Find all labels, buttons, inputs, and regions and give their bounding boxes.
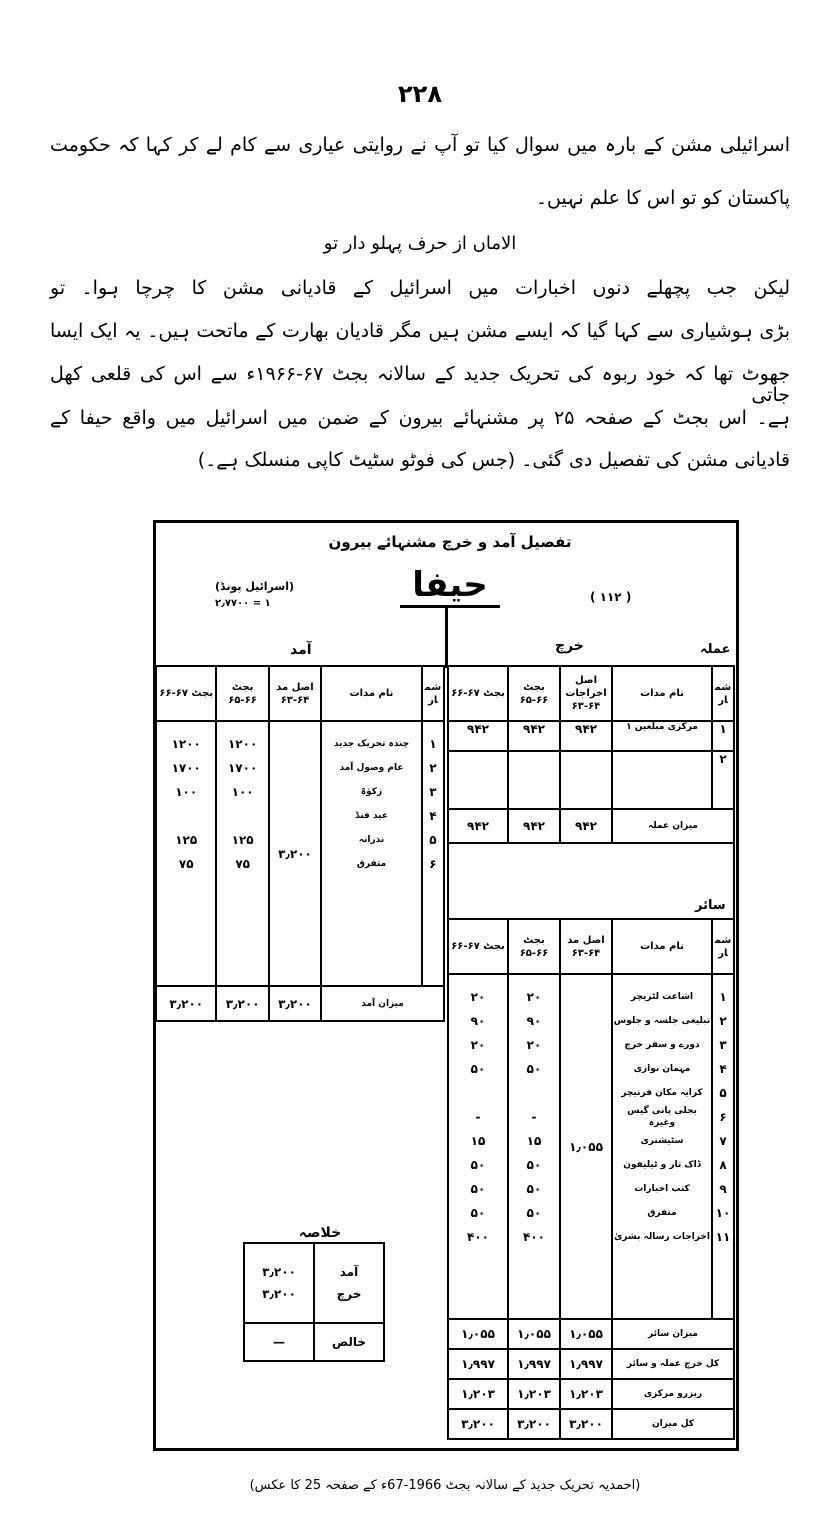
row-number: ۹ <box>719 1182 727 1196</box>
misc-label: سائر <box>695 898 726 913</box>
row-number: ۸ <box>719 1158 727 1172</box>
item-name: مہمان نوازی <box>633 1064 691 1074</box>
summary-net-label: خالص <box>314 1323 384 1361</box>
budget-66-value: ۱۲۵ <box>175 833 198 847</box>
budget-65-value <box>509 1081 559 1105</box>
total-actual: ۱٫۲۰۳ <box>560 1379 612 1409</box>
summary-expense-label: خرچ <box>336 1287 362 1301</box>
budget-66-value: ۹۴۲ <box>448 721 508 751</box>
row-number: ۱ <box>719 990 727 1004</box>
row-number: ۱ <box>429 737 437 751</box>
misc-actual: ۱٫۰۵۵ <box>560 974 612 1319</box>
item-name: بجلی پانی گیس وغیرہ <box>627 1106 697 1128</box>
col-header-budget-66: بجٹ ۶۷-۶۶ <box>448 919 508 974</box>
summary-income: ۳٫۲۰۰ <box>262 1265 296 1279</box>
row-number: ۱۰ <box>715 1206 731 1220</box>
item-name: مرکزی مبلغین ۱ <box>612 721 712 751</box>
budget-66-value: - <box>475 1110 481 1124</box>
expense-label: خرچ <box>555 638 584 654</box>
budget-66-value: ۱۲۰۰ <box>171 737 201 751</box>
budget-66-value: ۱۵ <box>470 1134 486 1148</box>
total-budget-66: ۱٫۹۹۷ <box>448 1349 508 1379</box>
total-budget-66: ۱٫۲۰۳ <box>448 1379 508 1409</box>
staff-label: عملہ <box>700 642 731 657</box>
col-header-name: نام مدات <box>321 666 422 721</box>
paragraph-line: بڑی ہوشیاری سے کہا گیا کہ ایسے مشن ہیں مگر قادیان بھارت کے ماتحت ہیں۔ یہ ایک ایسا <box>50 320 790 342</box>
col-header-sn: شمار <box>422 666 444 721</box>
item-name <box>612 751 712 809</box>
col-header-name: نام مدات <box>612 919 712 974</box>
budget-66-value: ۴۰۰ <box>467 1230 489 1244</box>
budget-65-value: ۴۰۰ <box>523 1230 545 1244</box>
budget-66-value: ۵۰ <box>470 1206 486 1220</box>
income-label: آمد <box>290 642 312 658</box>
paragraph-line: لیکن جب پچھلے دنوں اخبارات میں اسرائیل کے قادیانی مشن کا چرچا ہوا۔ تو <box>50 277 790 299</box>
budget-65-value <box>508 751 560 809</box>
budget-66-value: ۲۰ <box>470 990 486 1004</box>
col-header-budget-66: بجٹ ۶۷-۶۶ <box>156 666 216 721</box>
total-label: میزان آمد <box>321 986 444 1021</box>
mission-name: حیفا <box>400 565 500 608</box>
budget-65-value: ۵۰ <box>526 1158 542 1172</box>
budget-65-value: ۱۲۵ <box>231 833 254 847</box>
summary-net: — <box>244 1323 314 1361</box>
total-budget-65: ۱٫۹۹۷ <box>508 1349 560 1379</box>
paragraph-line: جھوٹ تھا کہ خود ربوہ کی تحریک جدید کے سالانہ بجٹ ۶۷-۱۹۶۶ء سے اس کی قلعی کھل جاتی <box>50 363 790 406</box>
total-actual: ۳٫۲۰۰ <box>269 986 321 1021</box>
budget-66-value: ۵۰ <box>470 1062 486 1076</box>
total-budget-66: ۳٫۲۰۰ <box>448 1409 508 1439</box>
paragraph-line: قادیانی مشن کی تفصیل دی گئی۔ (جس کی فوٹو سٹیٹ کاپی منسلک ہے۔) <box>197 449 790 471</box>
table-row <box>448 751 734 809</box>
budget-65-value: ۵۰ <box>526 1062 542 1076</box>
budget-66-value: ۵۰ <box>470 1182 486 1196</box>
budget-66-value <box>157 804 215 828</box>
budget-65-value: ۷۵ <box>235 857 250 871</box>
expense-table <box>447 665 735 1440</box>
total-label: ریزرو مرکزی <box>612 1379 734 1409</box>
total-budget-66: ۳٫۲۰۰ <box>156 986 216 1021</box>
actual-value: ۹۴۲ <box>560 721 612 751</box>
item-name: دورے و سفر خرچ <box>624 1040 700 1050</box>
budget-66-value: ۲۰ <box>470 1038 486 1052</box>
budget-65-value: ۵۰ <box>526 1182 542 1196</box>
budget-65-value <box>217 804 267 828</box>
total-budget-66: ۱٫۰۵۵ <box>448 1319 508 1349</box>
exchange-rate: ۱ = ۲٫۷۷۰۰ <box>215 598 271 609</box>
total-budget-65: ۱٫۲۰۳ <box>508 1379 560 1409</box>
row-number: ۶ <box>719 1110 727 1124</box>
col-header-budget-65: بجٹ ۶۶-۶۵ <box>508 666 560 721</box>
row-number: ۴ <box>429 809 437 823</box>
item-name: متفرق <box>647 1208 677 1218</box>
budget-66-value: ۱۷۰۰ <box>171 761 201 775</box>
col-header-budget-66: بجٹ ۶۷-۶۶ <box>448 666 508 721</box>
currency-label: (اسرائیل پونڈ) <box>215 580 295 593</box>
budget-65-value: ۱۰۰ <box>231 785 254 799</box>
col-header-budget-65: بجٹ ۶۶-۶۵ <box>216 666 268 721</box>
item-name: زکوٰۃ <box>360 787 383 797</box>
summary-income-label: آمد <box>339 1265 359 1279</box>
budget-66-value: ۹۰ <box>470 1014 486 1028</box>
center-divider <box>445 608 448 668</box>
total-actual: ۹۴۲ <box>560 809 612 843</box>
budget-65-value: - <box>531 1110 537 1124</box>
income-table <box>155 665 445 1022</box>
row-number: ۴ <box>719 1062 727 1076</box>
budget-65-value: ۲۰ <box>526 1038 542 1052</box>
total-budget-65: ۳٫۲۰۰ <box>508 1409 560 1439</box>
item-name: نذرانہ <box>358 835 385 845</box>
budget-65-value: ۵۰ <box>526 1206 542 1220</box>
paragraph-line: ہے۔ اس بجٹ کے صفحہ ۲۵ پر مشنہائے بیرون کے ضمن میں اسرائیل میں واقع حیفا کے <box>50 407 790 429</box>
row-number: ۱۱ <box>715 1230 731 1244</box>
item-name: متفرق <box>356 859 387 869</box>
budget-65-value: ۱۲۰۰ <box>227 737 258 751</box>
total-budget-66: ۹۴۲ <box>448 809 508 843</box>
row-number: ۲ <box>712 751 734 809</box>
item-name: عام وصول آمد <box>339 763 404 773</box>
budget-66-value: ۱۰۰ <box>175 785 198 799</box>
budget-66-value: ۵۰ <box>470 1158 486 1172</box>
total-budget-65: ۳٫۲۰۰ <box>216 986 268 1021</box>
row-number: ۵ <box>429 833 437 847</box>
budget-65-value: ۱۵ <box>526 1134 542 1148</box>
item-name: اشاعت لٹریچر <box>630 992 694 1002</box>
income-actual: ۳٫۲۰۰ <box>269 721 321 986</box>
page-number: ۲۲۸ <box>398 80 442 108</box>
budget-65-value: ۲۰ <box>526 990 542 1004</box>
total-label: میزان عملہ <box>612 809 734 843</box>
table-row <box>448 721 734 751</box>
row-number: ۱ <box>712 721 734 751</box>
budget-65-value: ۹۴۲ <box>508 721 560 751</box>
verse: الاماں از حرف پہلو دار تو <box>323 233 517 254</box>
summary-table <box>243 1242 385 1362</box>
item-name: عید فنڈ <box>355 811 388 821</box>
item-name: کتب اخبارات <box>634 1184 690 1194</box>
total-actual: ۱٫۰۵۵ <box>560 1319 612 1349</box>
item-name: تبلیغی جلسہ و جلوس <box>613 1016 711 1026</box>
actual-value <box>560 751 612 809</box>
row-number: ۵ <box>719 1086 727 1100</box>
item-name: کرایہ مکان فرنیچر <box>621 1088 703 1098</box>
row-number: ۳ <box>719 1038 727 1052</box>
col-header-actual: اصل مد ۶۴-۶۳ <box>560 919 612 974</box>
total-actual: ۳٫۲۰۰ <box>560 1409 612 1439</box>
spacer <box>448 843 734 919</box>
item-name: ڈاک تار و ٹیلیفون <box>623 1160 701 1170</box>
row-number: ۷ <box>719 1134 727 1148</box>
total-budget-65: ۹۴۲ <box>508 809 560 843</box>
col-header-sn: شمار <box>712 666 734 721</box>
summary-title: خلاصہ <box>298 1225 342 1241</box>
row-number: ۲ <box>719 1014 727 1028</box>
col-header-actual: اصل مد ۶۴-۶۳ <box>269 666 321 721</box>
summary-values <box>244 1243 314 1323</box>
col-header-budget-65: بجٹ ۶۶-۶۵ <box>508 919 560 974</box>
budget-66-value <box>449 1081 507 1105</box>
budget-65-value: ۹۰ <box>526 1014 542 1028</box>
budget-66-value <box>448 751 508 809</box>
item-name: سٹیشنری <box>640 1136 684 1146</box>
mission-code: ( ۱۱۲ ) <box>590 590 632 604</box>
caption: (احمدیہ تحریک جدید کے سالانہ بجٹ 1966-67ء کے صفحہ 25 کا عکس) <box>249 1478 641 1493</box>
item-name: چندہ تحریک جدید <box>333 739 410 749</box>
col-header-name: نام مدات <box>612 666 712 721</box>
table-title: تفصیل آمد و خرچ مشنہائے بیرون <box>328 533 572 551</box>
col-header-sn: شمار <box>712 919 734 974</box>
col-header-actual: اصل اخراجات ۶۴-۶۳ <box>560 666 612 721</box>
total-budget-65: ۱٫۰۵۵ <box>508 1319 560 1349</box>
budget-65-value: ۱۷۰۰ <box>227 761 258 775</box>
text-line-1: اسرائیلی مشن کے بارہ میں سوال کیا تو آپ نے روایتی عیاری سے کام لے کر کہا کہ حکومت <box>50 134 790 156</box>
summary-expense: ۳٫۲۰۰ <box>262 1287 296 1301</box>
total-label: میزان سائر <box>612 1319 734 1349</box>
row-number: ۲ <box>429 761 437 775</box>
row-number: ۳ <box>429 785 437 799</box>
summary-labels <box>314 1243 384 1323</box>
item-name: اخراجات رسالہ بشریٰ <box>614 1232 710 1242</box>
total-label: کل میزان <box>612 1409 734 1439</box>
budget-66-value: ۷۵ <box>178 857 194 871</box>
total-actual: ۱٫۹۹۷ <box>560 1349 612 1379</box>
text-line-2: پاکستان کو تو اس کا علم نہیں۔ <box>535 187 790 209</box>
total-label: کل خرچ عملہ و سائر <box>612 1349 734 1379</box>
row-number: ۶ <box>429 857 437 871</box>
